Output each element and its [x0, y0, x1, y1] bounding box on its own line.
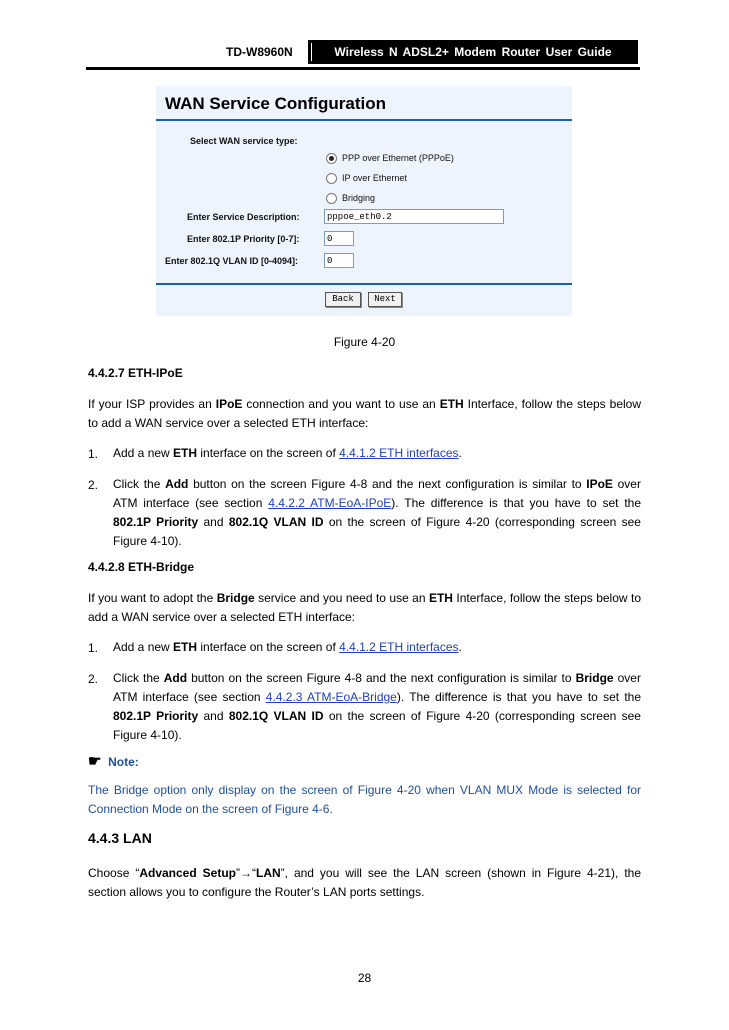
- eth-ipoe-step-2: Click the Add button on the screen Figure 4-8 and the next configuration is similar to IPoE over ATM interface (see section 4.4.2.2 ATM-EoA-IPoE). The difference is that you have to set the 802.1P Priority and 802.1Q VLAN ID on the screen of Figure 4-20 (corresponding screen see Figure 4-10).: [113, 477, 642, 548]
- back-button[interactable]: Back: [325, 292, 361, 307]
- eth-bridge-intro: If you want to adopt the Bridge service and you need to use an ETH Interface, follow the steps below to add a WAN service over a selected ETH interface:: [88, 591, 641, 624]
- header-rule: [86, 67, 640, 70]
- note-heading: [88, 752, 139, 772]
- list-number: 1.: [88, 447, 99, 461]
- section-heading-eth-bridge: 4.4.2.8 ETH-Bridge: [88, 560, 195, 574]
- header-model: TD-W8960N: [226, 45, 293, 59]
- list-number: 2.: [88, 672, 99, 686]
- lan-intro: Choose “Advanced Setup”→“LAN”, and you will see the LAN screen (shown in Figure 4-21), the section allows you to configure the Router’s LAN ports settings.: [88, 866, 641, 899]
- priority-label: Enter 802.1P Priority [0-7]:: [187, 234, 300, 244]
- radio-bridging[interactable]: [326, 193, 337, 204]
- vlan-input[interactable]: 0: [324, 253, 354, 268]
- pointing-hand-icon: ☛: [88, 753, 102, 770]
- list-number: 1.: [88, 641, 99, 655]
- eth-ipoe-intro: If your ISP provides an IPoE connection and you want to use an ETH Interface, follow the steps below to add a WAN service over a selected ETH interface:: [88, 397, 641, 430]
- radio-pppoe[interactable]: [326, 153, 337, 164]
- section-heading-lan: 4.4.3 LAN: [88, 830, 152, 846]
- figure-title: WAN Service Configuration: [165, 94, 387, 113]
- service-desc-label: Enter Service Description:: [187, 212, 300, 222]
- option-bridging-label: Bridging: [342, 193, 376, 203]
- service-desc-input[interactable]: pppoe_eth0.2: [324, 209, 504, 224]
- radio-ipoe[interactable]: [326, 173, 337, 184]
- link-eth-interfaces[interactable]: 4.4.1.2 ETH interfaces: [339, 446, 459, 460]
- page-number: 28: [357, 971, 372, 985]
- figure-caption: Figure 4-20: [333, 335, 396, 349]
- figure-top-rule: [156, 119, 572, 121]
- list-number: 2.: [88, 478, 99, 492]
- select-wan-label: Select WAN service type:: [190, 136, 298, 146]
- eth-ipoe-step-1: Add a new ETH interface on the screen of 4.4.1.2 ETH interfaces.: [113, 446, 462, 460]
- link-eth-interfaces[interactable]: 4.4.1.2 ETH interfaces: [339, 640, 459, 654]
- priority-input[interactable]: 0: [324, 231, 354, 246]
- wan-service-config-figure: [156, 86, 572, 316]
- option-ipoe-label: IP over Ethernet: [342, 173, 407, 183]
- figure-bottom-rule: [156, 283, 572, 285]
- note-text: The Bridge option only display on the screen of Figure 4-20 when VLAN MUX Mode is selected for Connection Mode on the screen of Figure 4-6.: [88, 783, 641, 816]
- eth-bridge-step-1: Add a new ETH interface on the screen of 4.4.1.2 ETH interfaces.: [113, 640, 462, 654]
- vlan-label: Enter 802.1Q VLAN ID [0-4094]:: [165, 256, 299, 266]
- arrow-right-icon: →: [239, 866, 252, 880]
- next-button[interactable]: Next: [368, 292, 402, 307]
- link-atm-eoa-ipoe[interactable]: 4.4.2.2 ATM-EoA-IPoE: [268, 496, 392, 510]
- link-atm-eoa-bridge[interactable]: 4.4.2.3 ATM-EoA-Bridge: [265, 690, 397, 704]
- header-guide-title: Wireless N ADSL2+ Modem Router User Guide: [308, 40, 638, 64]
- option-pppoe-label: PPP over Ethernet (PPPoE): [342, 153, 454, 163]
- eth-bridge-step-2: Click the Add button on the screen Figure 4-8 and the next configuration is similar to Bridge over ATM interface (see section 4.4.2.3 ATM-EoA-Bridge). The difference is that you have to set the 802.1P Priority and 802.1Q VLAN ID on the screen of Figure 4-20 (corresponding screen see Figure 4-10).: [113, 671, 642, 742]
- section-heading-eth-ipoe: 4.4.2.7 ETH-IPoE: [88, 366, 183, 380]
- note-label: Note:: [108, 755, 139, 769]
